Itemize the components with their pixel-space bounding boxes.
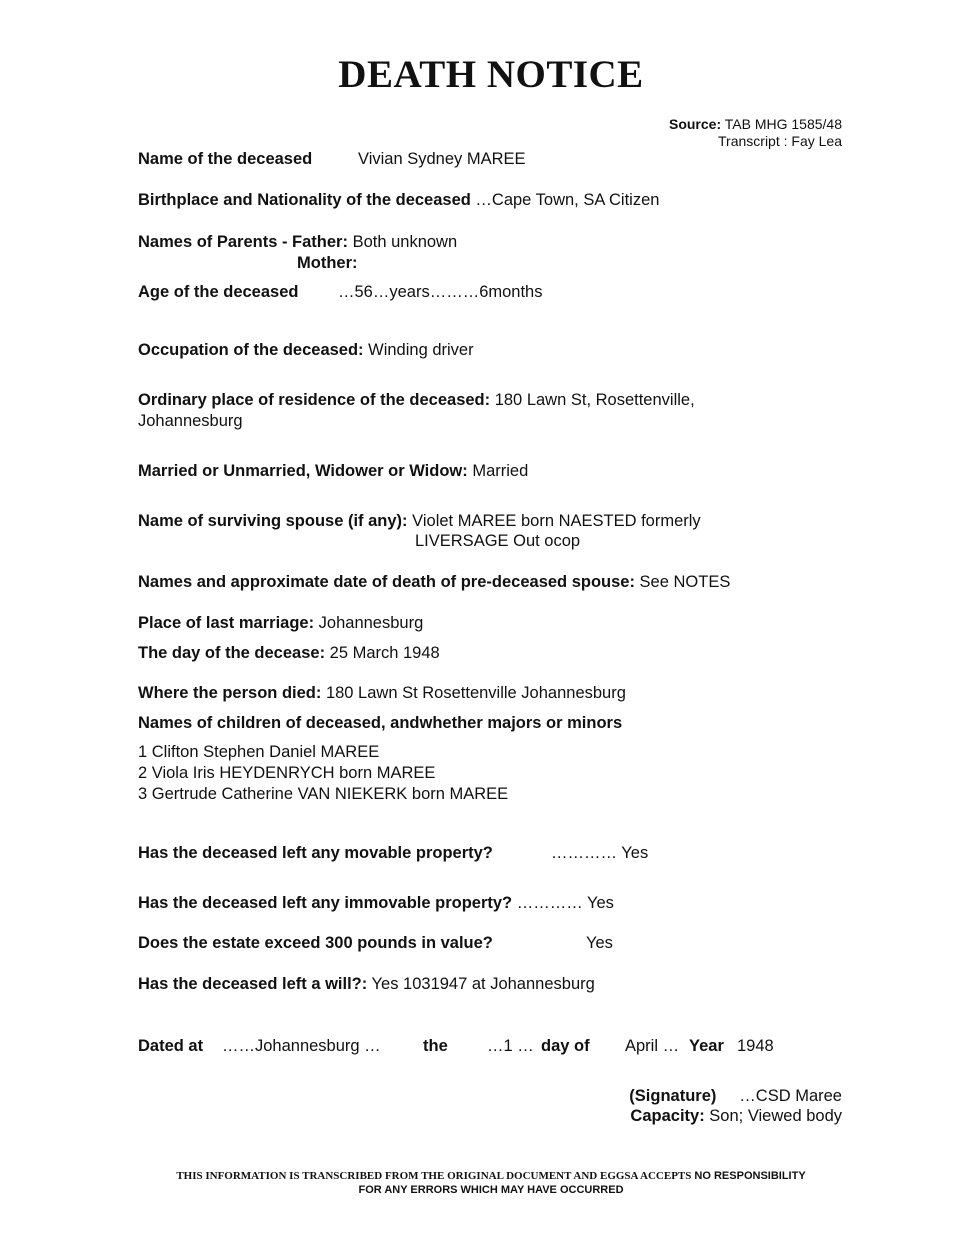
field-last-marriage-value: Johannesburg [314, 614, 424, 632]
field-will-value: Yes 1031947 at Johannesburg [367, 975, 595, 993]
field-occupation-label: Occupation of the deceased: [138, 341, 364, 359]
children-list-item: 1 Clifton Stephen Daniel MAREE [138, 743, 380, 761]
capacity-value: Son; Viewed body [704, 1107, 842, 1125]
field-parents-label: Names of Parents - Father: [138, 233, 348, 251]
field-age-value: …56…years………6months [338, 283, 543, 301]
field-occupation-value: Winding driver [363, 341, 474, 359]
field-marital-label: Married or Unmarried, Widower or Widow: [138, 462, 468, 480]
field-place-died-label: Where the person died: [138, 684, 322, 702]
field-place-died [138, 684, 626, 703]
source-line [669, 116, 842, 132]
field-marital-value: Married [467, 462, 529, 480]
field-mother-label: Mother: [297, 254, 358, 272]
field-residence-label: Ordinary place of residence of the deceased: [138, 391, 491, 409]
dated-year-label: Year [689, 1037, 724, 1055]
field-residence [138, 391, 695, 410]
field-immovable-value: ………… Yes [512, 894, 614, 912]
signature-line [629, 1087, 842, 1106]
field-spouse [138, 512, 701, 531]
field-place-died-value: 180 Lawn St Rosettenville Johannesburg [321, 684, 626, 702]
capacity-label: Capacity: [630, 1107, 705, 1125]
field-occupation [138, 341, 474, 360]
field-children-label: Names of children of deceased, andwhether majors or minors [138, 714, 623, 732]
dated-year: 1948 [737, 1037, 774, 1055]
capacity-line [630, 1107, 842, 1126]
field-predeceased [138, 573, 730, 592]
field-predeceased-value: See NOTES [634, 573, 731, 591]
field-birthplace-value: …Cape Town, SA Citizen [470, 191, 660, 209]
signature-label: (Signature) [629, 1087, 717, 1105]
field-estate-label: Does the estate exceed 300 pounds in value? [138, 934, 493, 952]
dated-label: Dated at [138, 1037, 204, 1055]
field-residence-value-line2: Johannesburg [138, 412, 243, 430]
children-list-item: 2 Viola Iris HEYDENRYCH born MAREE [138, 764, 436, 782]
field-name-label: Name of the deceased [138, 150, 313, 168]
field-spouse-value: Violet MAREE born NAESTED formerly [407, 512, 701, 530]
field-age-label: Age of the deceased [138, 283, 299, 301]
dated-day-of-label: day of [541, 1037, 590, 1055]
field-movable-value: ………… Yes [551, 844, 649, 862]
source-value: TAB MHG 1585/48 [724, 116, 842, 132]
field-will [138, 975, 595, 994]
source-label: Source: [668, 116, 722, 132]
field-predeceased-label: Names and approximate date of death of pre-deceased spouse: [138, 573, 635, 591]
footer-line1-sans: NO RESPONSIBILITY [691, 1170, 806, 1182]
field-spouse-value-line2: LIVERSAGE Out ocop [415, 532, 581, 550]
field-estate-value: Yes [586, 934, 613, 952]
field-parents-value: Both unknown [347, 233, 458, 251]
field-immovable-label: Has the deceased left any immovable property? [138, 894, 513, 912]
footer-line1-serif: THIS INFORMATION IS TRANSCRIBED FROM THE ORIGINAL DOCUMENT AND EGGSA ACCEPTS [176, 1170, 692, 1182]
dated-the-label: the [423, 1037, 448, 1055]
field-immovable [138, 894, 614, 913]
dated-month: April … [625, 1037, 680, 1055]
field-birthplace [138, 191, 659, 210]
field-age [138, 283, 298, 302]
signature-value: …CSD Maree [739, 1087, 842, 1105]
transcript-line: Transcript : Fay Lea [718, 133, 842, 149]
field-marital [138, 462, 528, 481]
field-birthplace-label: Birthplace and Nationality of the deceased [138, 191, 471, 209]
field-will-label: Has the deceased left a will?: [138, 975, 368, 993]
field-last-marriage [138, 614, 423, 633]
page-title: DEATH NOTICE [338, 53, 644, 96]
field-name-value: Vivian Sydney MAREE [358, 150, 526, 168]
field-decease-day-value: 25 March 1948 [325, 644, 440, 662]
field-name [138, 150, 312, 169]
field-decease-day [138, 644, 440, 663]
dated-day: …1 … [487, 1037, 534, 1055]
field-decease-day-label: The day of the decease: [138, 644, 326, 662]
field-residence-value: 180 Lawn St, Rosettenville, [490, 391, 695, 409]
children-list-item: 3 Gertrude Catherine VAN NIEKERK born MAREE [138, 785, 509, 803]
field-movable-label: Has the deceased left any movable property? [138, 844, 493, 862]
dated-place: ……Johannesburg … [222, 1037, 381, 1055]
footer-disclaimer-line2: FOR ANY ERRORS WHICH MAY HAVE OCCURRED [358, 1184, 624, 1196]
footer-disclaimer [0, 1170, 966, 1182]
field-last-marriage-label: Place of last marriage: [138, 614, 315, 632]
field-spouse-label: Name of surviving spouse (if any): [138, 512, 408, 530]
field-parents [138, 233, 457, 252]
